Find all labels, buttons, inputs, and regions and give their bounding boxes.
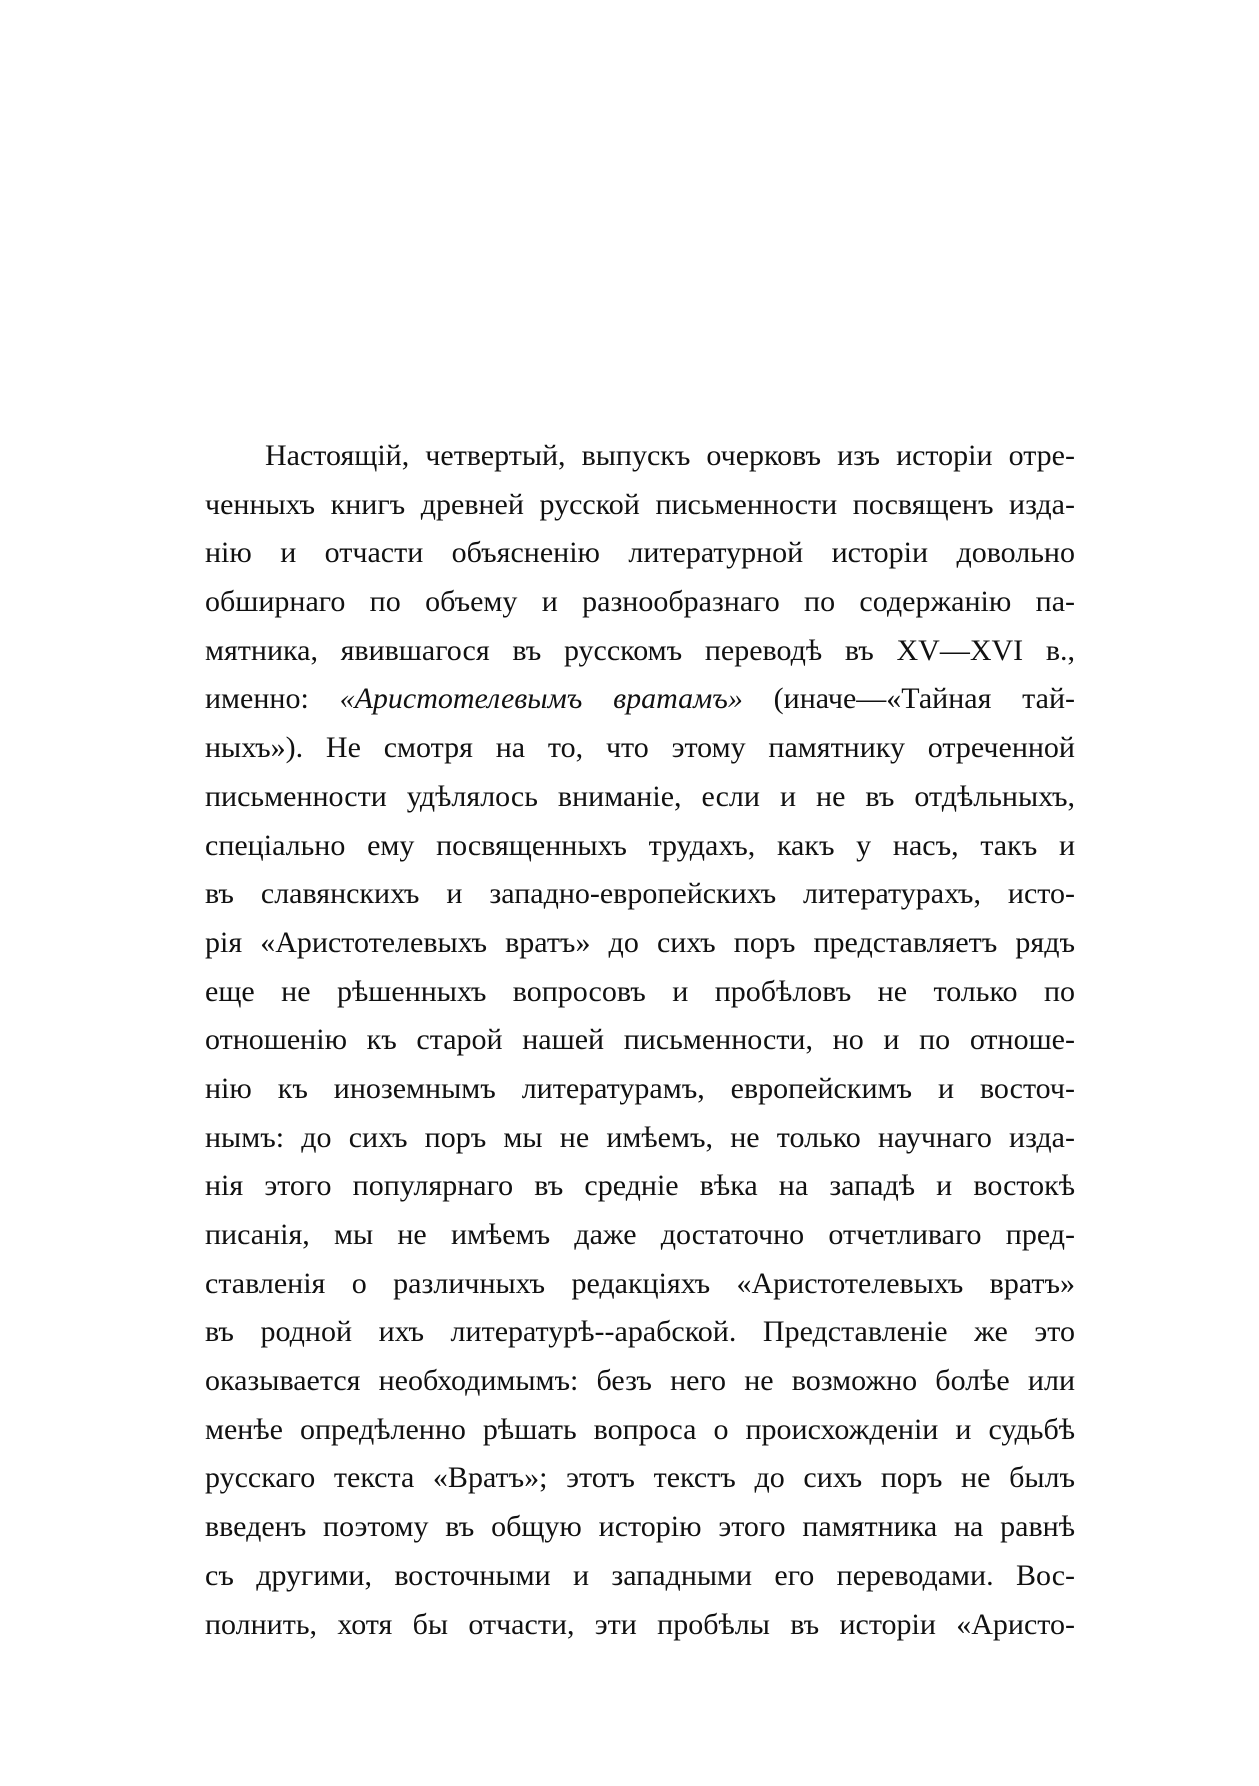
text-line-with-italic-title [205,675,1075,724]
text-line: обширнаго по объему и разнообразнаго по содержанію па- [205,585,1075,619]
text-line: отношенію къ старой нашей письменности, но и по отноше- [205,1023,1075,1057]
text-line: рія «Аристотелевыхъ вратъ» до сихъ поръ представляетъ рядъ [205,925,1075,959]
text-line: полнить, хотя бы отчасти, эти пробѣлы въ исторіи «Аристо- [205,1607,1075,1641]
text-line: введенъ поэтому въ общую исторію этого памятника на равнѣ [205,1510,1075,1544]
text-line: еще не рѣшенныхъ вопросовъ и пробѣловъ не только по [205,974,1075,1008]
text-fragment: именно: [205,682,340,716]
text-line: нымъ: до сихъ поръ мы не имѣемъ, не только научнаго изда- [205,1120,1075,1154]
text-line: съ другими, восточными и западными его переводами. Вос- [205,1558,1075,1592]
body-text [205,432,1075,1649]
text-line: русскаго текста «Вратъ»; этотъ текстъ до сихъ поръ не былъ [205,1461,1075,1495]
text-line: Настоящій, четвертый, выпускъ очерковъ изъ исторіи отре- [265,439,1075,472]
text-line: письменности удѣлялось вниманіе, если и не въ отдѣльныхъ, [205,779,1075,813]
text-line: писанія, мы не имѣемъ даже достаточно отчетливаго пред- [205,1218,1075,1251]
text-line: ченныхъ книгъ древней русской письменности посвященъ изда- [205,487,1075,521]
text-line: нію къ иноземнымъ литературамъ, европейскимъ и восточ- [205,1071,1075,1105]
text-line: ставленія о различныхъ редакціяхъ «Аристотелевыхъ вратъ» [205,1266,1075,1300]
text-line: ныхъ»). Не смотря на то, что этому памятнику отреченной [205,731,1075,765]
text-line: менѣе опредѣленно рѣшать вопроса о происхожденіи и судьбѣ [205,1412,1075,1446]
text-line: нія этого популярнаго въ средніе вѣка на западѣ и востокѣ [205,1169,1075,1203]
text-line: въ славянскихъ и западно-европейскихъ литературахъ, исто- [205,877,1075,911]
text-line: нію и отчасти объясненію литературной исторіи довольно [205,536,1075,570]
italic-title: «Аристотелевымъ вратамъ» [339,682,743,716]
text-fragment: (иначе—«Тайная тай- [742,682,1075,716]
text-line: мятника, явившагося въ русскомъ переводѣ въ XV—XVI в., [205,633,1075,667]
text-line: оказывается необходимымъ: безъ него не возможно болѣе или [205,1364,1075,1398]
text-line: въ родной ихъ литературѣ--арабской. Представленіе же это [205,1315,1075,1349]
text-line: спеціально ему посвященныхъ трудахъ, какъ у насъ, такъ и [205,828,1075,862]
